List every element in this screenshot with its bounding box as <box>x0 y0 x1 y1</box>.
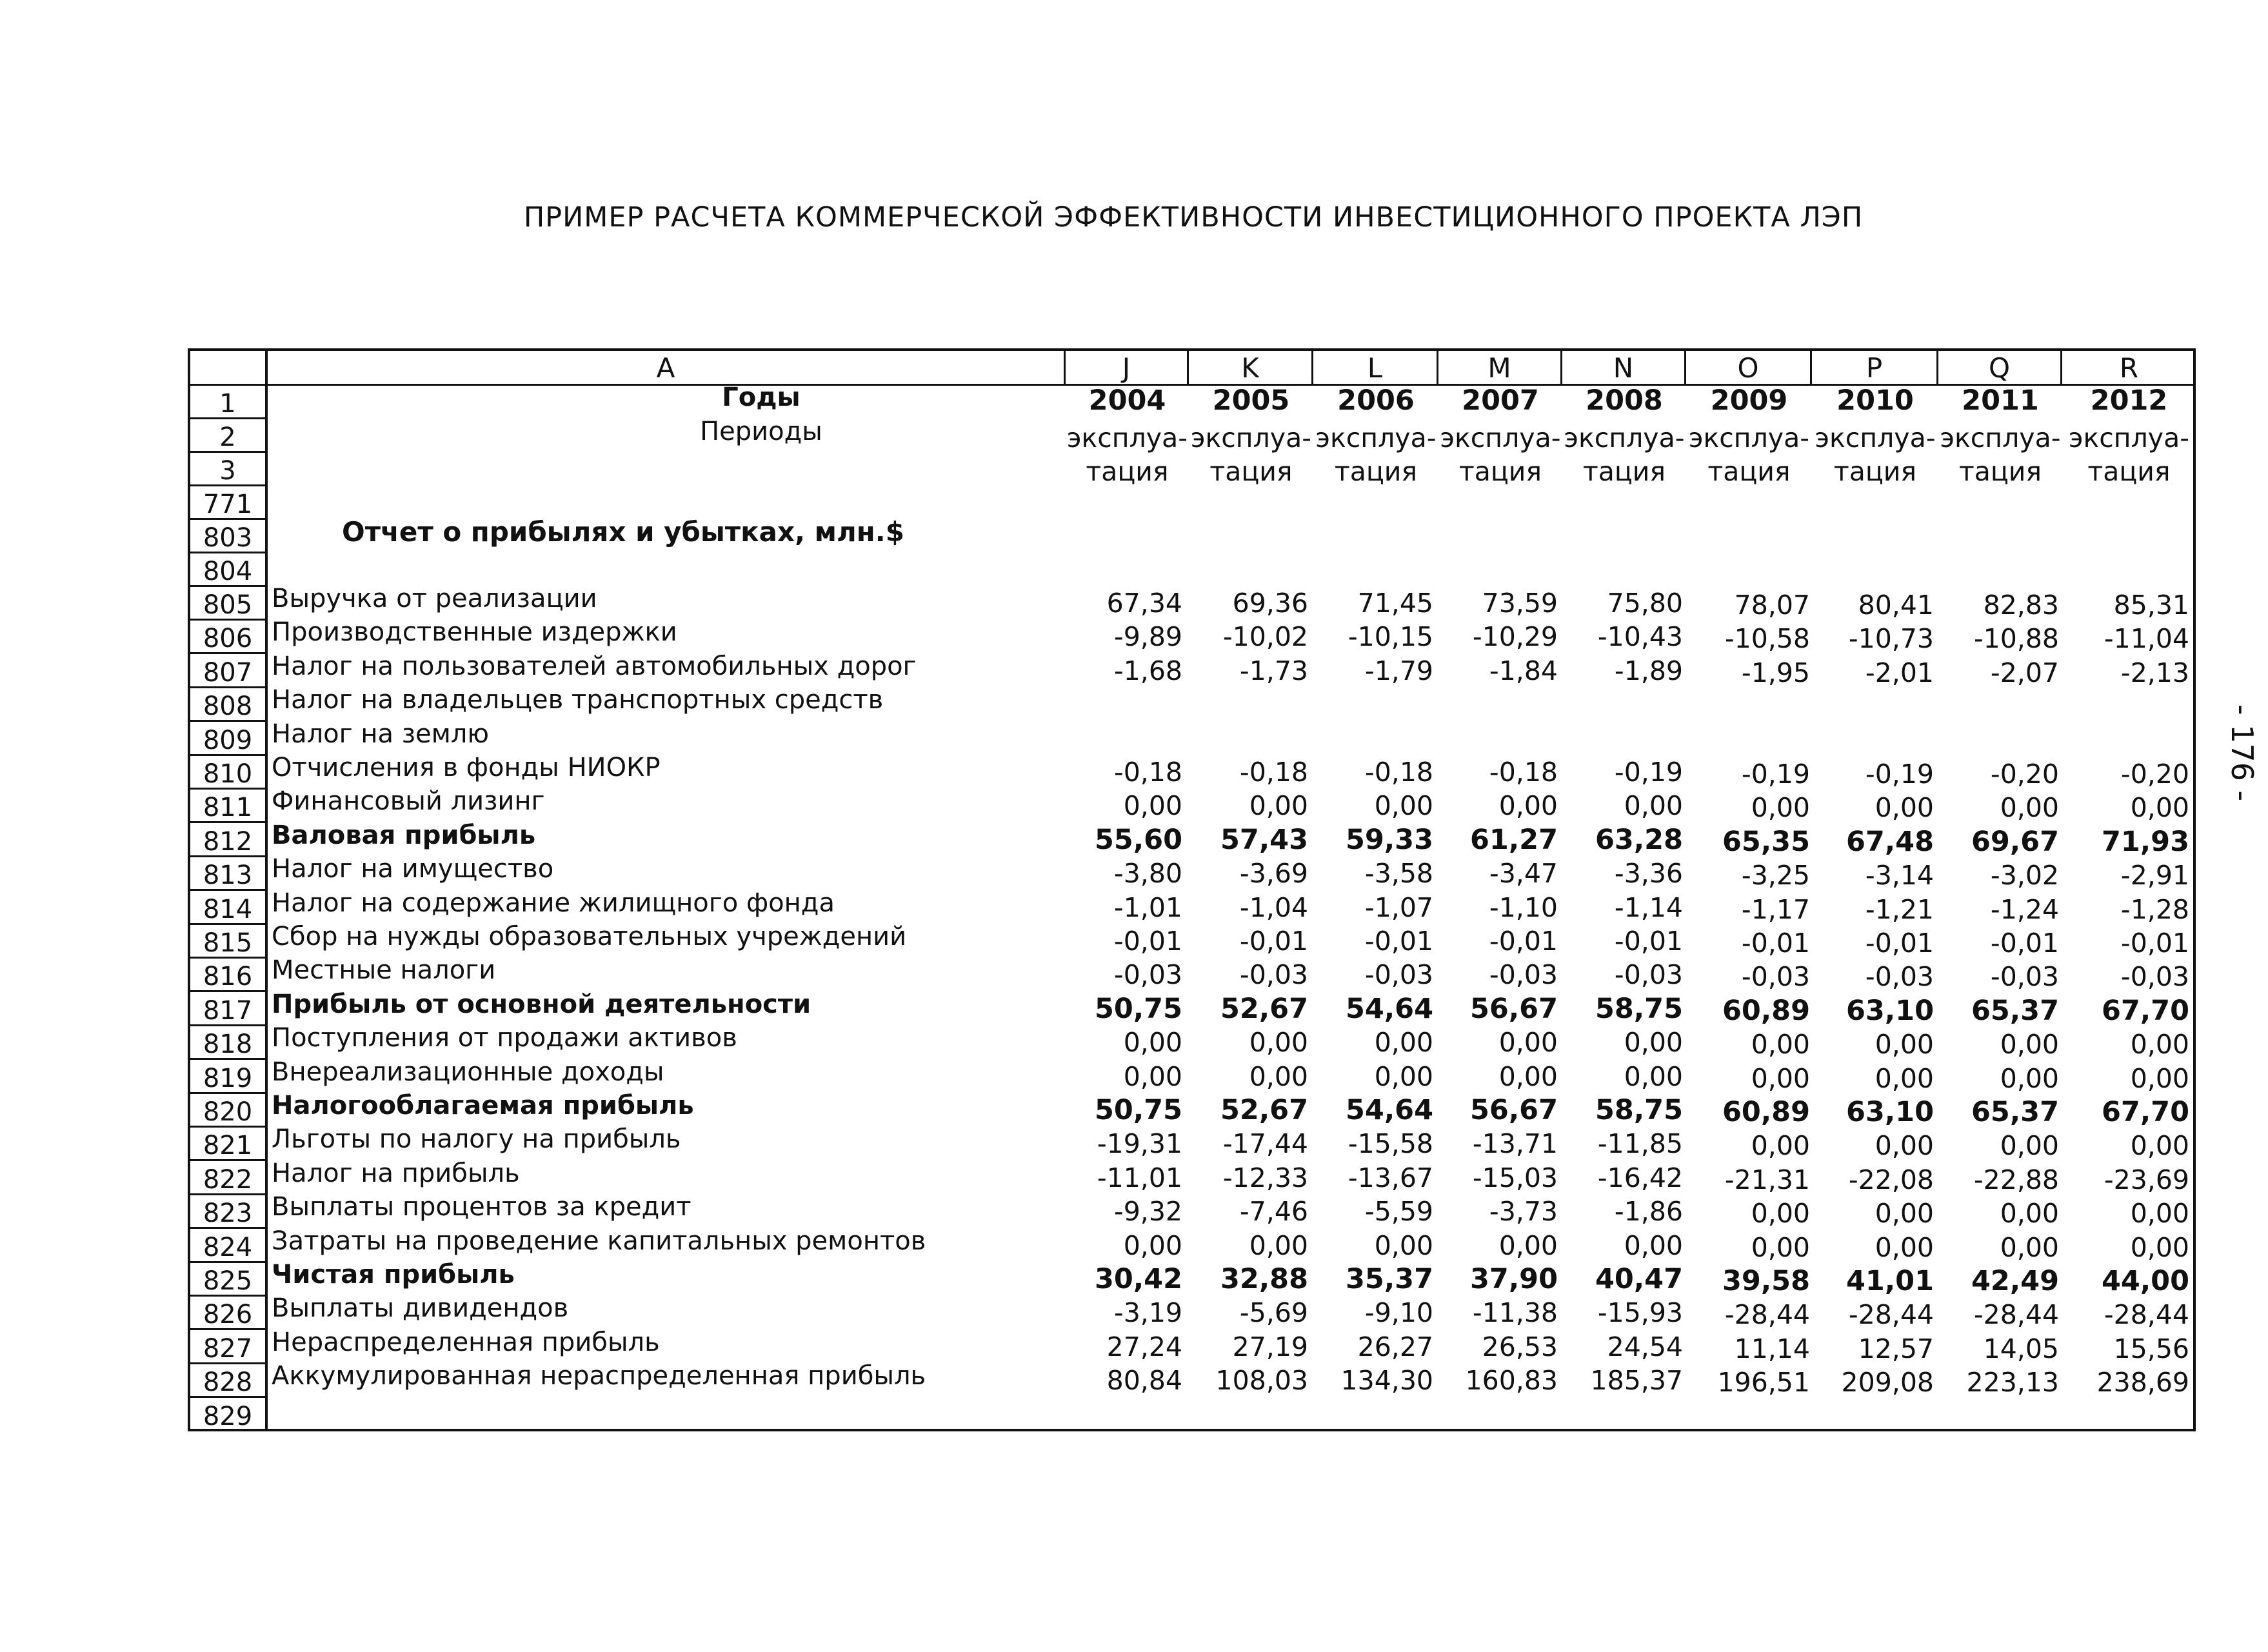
row-number: 2 <box>188 419 268 453</box>
year-cell: 2012 <box>2090 384 2168 417</box>
value-cell: -9,32 <box>1113 1196 1182 1228</box>
row-label: Финансовый лизинг <box>272 786 545 817</box>
value-cell: 0,00 <box>2000 1029 2059 1060</box>
row-number: 806 <box>188 621 268 654</box>
value-cell: -0,19 <box>1865 759 1934 790</box>
value-cell: 0,00 <box>1123 1027 1182 1059</box>
value-cell: 0,00 <box>2000 1198 2059 1229</box>
row-label: Налогооблагаемая прибыль <box>272 1091 694 1120</box>
value-cell: 0,00 <box>1249 790 1308 822</box>
period-line2: тация <box>1707 456 1791 487</box>
value-cell: 82,83 <box>1983 590 2059 621</box>
row-number: 829 <box>203 1401 253 1431</box>
value-cell: 0,00 <box>2130 1029 2189 1060</box>
value-cell: -0,03 <box>1364 959 1433 991</box>
year-cell: 2004 <box>1088 384 1166 417</box>
value-cell: -28,44 <box>1973 1299 2059 1331</box>
page-title: ПРИМЕР РАСЧЕТА КОММЕРЧЕСКОЙ ЭФФЕКТИВНОСТИ ИНВЕСТИЦИОННОГО ПРОЕКТА ЛЭП <box>523 201 1864 234</box>
row-number: 807 <box>188 655 268 688</box>
value-cell: 12,57 <box>1858 1333 1934 1364</box>
value-cell: -3,47 <box>1489 858 1558 890</box>
value-cell: -1,24 <box>1990 893 2059 925</box>
value-cell: 41,01 <box>1845 1265 1934 1297</box>
value-cell: -28,44 <box>1848 1299 1934 1331</box>
value-cell: -1,89 <box>1614 655 1683 686</box>
row-number: 824 <box>188 1229 268 1263</box>
value-cell: -1,17 <box>1741 893 1810 925</box>
value-cell: -5,69 <box>1239 1297 1308 1329</box>
value-cell: 69,67 <box>1971 825 2059 858</box>
value-cell: -3,69 <box>1239 858 1308 890</box>
value-cell: 30,42 <box>1094 1263 1182 1295</box>
row-label: Выплаты дивидендов <box>272 1293 569 1324</box>
row-number: 819 <box>188 1060 268 1094</box>
year-cell: 2005 <box>1212 384 1290 417</box>
value-cell: -0,19 <box>1741 759 1810 790</box>
period-line1: эксплуа- <box>2068 423 2189 453</box>
year-cell: 2007 <box>1462 384 1539 417</box>
value-cell: 0,00 <box>1751 1062 1810 1094</box>
value-cell: 0,00 <box>2000 1231 2059 1263</box>
value-cell: 71,93 <box>2101 825 2189 858</box>
row-number: 827 <box>188 1331 268 1364</box>
value-cell: 223,13 <box>1966 1367 2059 1398</box>
row-label: Поступления от продажи активов <box>272 1023 737 1053</box>
value-cell: -23,69 <box>2104 1164 2189 1195</box>
row-label: Налог на имущество <box>272 854 554 884</box>
value-cell: 35,37 <box>1345 1263 1433 1295</box>
row-number: 817 <box>188 993 268 1026</box>
value-cell: -1,01 <box>1113 891 1182 923</box>
value-cell: 24,54 <box>1607 1331 1683 1362</box>
value-cell: 75,80 <box>1607 588 1683 619</box>
value-cell: 69,36 <box>1232 588 1308 619</box>
value-cell: 56,67 <box>1469 1094 1558 1126</box>
year-cell: 2008 <box>1586 384 1663 417</box>
value-cell: 14,05 <box>1983 1333 2059 1364</box>
row-label: Льготы по налогу на прибыль <box>272 1124 681 1155</box>
row-number: 805 <box>188 587 268 621</box>
value-cell: -22,88 <box>1973 1164 2059 1195</box>
row-label: Налог на прибыль <box>272 1158 520 1188</box>
row-number: 823 <box>188 1195 268 1229</box>
value-cell: 50,75 <box>1094 1094 1182 1126</box>
value-cell: -3,58 <box>1364 858 1433 890</box>
period-line1: эксплуа- <box>1190 423 1311 453</box>
value-cell: -1,10 <box>1489 891 1558 923</box>
table-row <box>188 1398 2196 1432</box>
value-cell: -0,01 <box>1990 928 2059 959</box>
value-cell: 71,45 <box>1357 588 1433 619</box>
section-title: Отчет о прибылях и убытках, млн.$ <box>342 516 904 548</box>
value-cell: 0,00 <box>1374 790 1433 822</box>
value-cell: 67,70 <box>2101 994 2189 1027</box>
value-cell: 0,00 <box>1875 792 1934 824</box>
value-cell: -1,79 <box>1364 655 1433 686</box>
value-cell: 185,37 <box>1590 1365 1683 1397</box>
value-cell: -19,31 <box>1097 1128 1182 1160</box>
value-cell: -0,01 <box>1865 928 1934 959</box>
page-number: - 176 - <box>2225 704 2260 802</box>
year-cell: 2011 <box>1962 384 2039 417</box>
value-cell: 27,19 <box>1232 1331 1308 1362</box>
year-cell: 2009 <box>1710 384 1788 417</box>
period-line2: тация <box>2087 456 2171 487</box>
value-cell: -1,04 <box>1239 891 1308 923</box>
row-label: Аккумулированная нераспределенная прибыль <box>272 1361 926 1391</box>
value-cell: 39,58 <box>1722 1265 1810 1297</box>
row-label: Затраты на проведение капитальных ремонтов <box>272 1226 926 1256</box>
value-cell: 58,75 <box>1595 992 1683 1025</box>
value-cell: -0,03 <box>2120 961 2189 993</box>
value-cell: 0,00 <box>1875 1198 1934 1229</box>
value-cell: 26,27 <box>1357 1331 1433 1362</box>
column-header-a: A <box>268 351 1066 384</box>
row-number: 771 <box>188 486 268 520</box>
row-label: Местные налоги <box>272 955 496 986</box>
column-header-o: O <box>1686 351 1812 384</box>
value-cell: 0,00 <box>1123 1229 1182 1261</box>
value-cell: -10,88 <box>1973 623 2059 655</box>
periods-label: Периоды <box>700 417 822 446</box>
value-cell: -13,71 <box>1472 1128 1558 1160</box>
column-header-m: M <box>1438 351 1562 384</box>
row-number: 811 <box>188 790 268 823</box>
value-cell: -0,19 <box>1614 757 1683 788</box>
value-cell: -1,68 <box>1113 655 1182 686</box>
row-label: Валовая прибыль <box>272 820 536 850</box>
column-header-k: K <box>1189 351 1313 384</box>
row-label: Прибыль от основной деятельности <box>272 989 811 1019</box>
value-cell: 40,47 <box>1595 1263 1683 1295</box>
period-line2: тация <box>1582 456 1666 487</box>
value-cell: 0,00 <box>2130 1062 2189 1094</box>
value-cell: 80,41 <box>1858 590 1934 621</box>
row-label: Налог на владельцев транспортных средств <box>272 685 884 715</box>
value-cell: -7,46 <box>1239 1196 1308 1228</box>
period-line2: тация <box>1458 456 1542 487</box>
column-header-n: N <box>1562 351 1686 384</box>
value-cell: -16,42 <box>1597 1162 1683 1193</box>
value-cell: 59,33 <box>1345 823 1433 856</box>
value-cell: -9,10 <box>1364 1297 1433 1329</box>
value-cell: -13,67 <box>1348 1162 1433 1193</box>
value-cell: -10,15 <box>1348 621 1433 653</box>
value-cell: -1,84 <box>1489 655 1558 686</box>
row-label: Производственные издержки <box>272 617 677 648</box>
value-cell: -0,01 <box>1741 928 1810 959</box>
value-cell: -11,38 <box>1472 1297 1558 1329</box>
row-number: 809 <box>188 722 268 756</box>
value-cell: -0,01 <box>1239 926 1308 957</box>
value-cell: 60,89 <box>1722 994 1810 1027</box>
value-cell: 65,37 <box>1971 994 2059 1027</box>
row-label: Налог на пользователей автомобильных дорог <box>272 651 917 681</box>
value-cell: 0,00 <box>1249 1229 1308 1261</box>
header-row <box>188 486 2196 520</box>
value-cell: 44,00 <box>2101 1265 2189 1297</box>
value-cell: -22,08 <box>1848 1164 1934 1195</box>
value-cell: -1,21 <box>1865 893 1934 925</box>
value-cell: -3,14 <box>1865 860 1934 891</box>
value-cell: 58,75 <box>1595 1094 1683 1126</box>
column-header-p: P <box>1812 351 1938 384</box>
value-cell: -17,44 <box>1222 1128 1308 1160</box>
years-label: Годы <box>722 383 801 412</box>
row-label: Налог на содержание жилищного фонда <box>272 888 835 918</box>
value-cell: 54,64 <box>1345 1094 1433 1126</box>
period-line2: тация <box>1209 456 1293 487</box>
value-cell: 60,89 <box>1722 1096 1810 1128</box>
value-cell: 63,10 <box>1845 1096 1934 1128</box>
value-cell: -0,20 <box>1990 759 2059 790</box>
period-line1: эксплуа- <box>1440 423 1561 453</box>
value-cell: -0,03 <box>1990 961 2059 993</box>
value-cell: -10,58 <box>1724 623 1810 655</box>
value-cell: 0,00 <box>1875 1130 1934 1162</box>
value-cell: 0,00 <box>1249 1060 1308 1092</box>
value-cell: 0,00 <box>2000 1062 2059 1094</box>
row-number: 804 <box>188 553 268 587</box>
value-cell: -10,43 <box>1597 621 1683 653</box>
row-number: 818 <box>188 1026 268 1060</box>
value-cell: -0,20 <box>2120 759 2189 790</box>
value-cell: -11,85 <box>1597 1128 1683 1160</box>
value-cell: -0,18 <box>1113 757 1182 788</box>
value-cell: -0,18 <box>1489 757 1558 788</box>
value-cell: 0,00 <box>1123 790 1182 822</box>
value-cell: 65,35 <box>1722 825 1810 858</box>
value-cell: 0,00 <box>1123 1060 1182 1092</box>
row-label: Отчисления в фонды НИОКР <box>272 753 661 782</box>
value-cell: 63,28 <box>1595 823 1683 856</box>
row-number: 812 <box>188 824 268 857</box>
value-cell: 0,00 <box>1751 1231 1810 1263</box>
value-cell: 0,00 <box>2000 792 2059 824</box>
value-cell: 0,00 <box>1624 790 1683 822</box>
row-label: Выручка от реализации <box>272 584 597 613</box>
value-cell: 0,00 <box>1374 1229 1433 1261</box>
value-cell: -0,01 <box>1364 926 1433 957</box>
period-line1: эксплуа- <box>1940 423 2061 453</box>
value-cell: 52,67 <box>1220 992 1308 1025</box>
period-line2: тация <box>1086 456 1169 487</box>
value-cell: 0,00 <box>2130 1231 2189 1263</box>
value-cell: -3,80 <box>1113 858 1182 890</box>
row-number: 816 <box>188 959 268 992</box>
row-number: 822 <box>188 1162 268 1195</box>
value-cell: -10,02 <box>1222 621 1308 653</box>
value-cell: 52,67 <box>1220 1094 1308 1126</box>
value-cell: -21,31 <box>1724 1164 1810 1195</box>
value-cell: -2,91 <box>2120 860 2189 891</box>
value-cell: -15,58 <box>1348 1128 1433 1160</box>
value-cell: -11,01 <box>1097 1162 1182 1193</box>
value-cell: 56,67 <box>1469 992 1558 1025</box>
value-cell: 61,27 <box>1469 823 1558 856</box>
row-label: Чистая прибыль <box>272 1260 515 1289</box>
value-cell: 196,51 <box>1717 1367 1810 1398</box>
value-cell: -1,14 <box>1614 891 1683 923</box>
column-header-j: J <box>1066 351 1189 384</box>
value-cell: 0,00 <box>1751 1130 1810 1162</box>
value-cell: 67,70 <box>2101 1096 2189 1128</box>
value-cell: 54,64 <box>1345 992 1433 1025</box>
value-cell: 65,37 <box>1971 1096 2059 1128</box>
value-cell: 0,00 <box>2130 1130 2189 1162</box>
value-cell: -0,03 <box>1741 961 1810 993</box>
value-cell: -3,02 <box>1990 860 2059 891</box>
value-cell: -28,44 <box>2104 1299 2189 1331</box>
value-cell: 0,00 <box>1498 1027 1558 1059</box>
row-label: Налог на землю <box>272 719 490 749</box>
value-cell: -3,73 <box>1489 1196 1558 1228</box>
value-cell: -1,95 <box>1741 657 1810 688</box>
value-cell: 11,14 <box>1734 1333 1810 1364</box>
row-label: Выплаты процентов за кредит <box>272 1192 691 1222</box>
row-label: Внереализационные доходы <box>272 1057 664 1087</box>
value-cell: 67,48 <box>1845 825 1934 858</box>
period-line2: тация <box>1334 456 1418 487</box>
value-cell: -2,13 <box>2120 657 2189 688</box>
row-number: 803 <box>188 520 268 553</box>
row-label: Сбор на нужды образовательных учреждений <box>272 922 907 951</box>
value-cell: -12,33 <box>1222 1162 1308 1193</box>
period-line1: эксплуа- <box>1066 423 1188 453</box>
period-line2: тация <box>1833 456 1917 487</box>
value-cell: 0,00 <box>1624 1027 1683 1059</box>
value-cell: -0,03 <box>1239 959 1308 991</box>
value-cell: 0,00 <box>1498 1229 1558 1261</box>
value-cell: 73,59 <box>1482 588 1558 619</box>
row-number: 1 <box>188 386 268 419</box>
value-cell: -3,36 <box>1614 858 1683 890</box>
value-cell: -15,93 <box>1597 1297 1683 1329</box>
period-line1: эксплуа- <box>1315 423 1437 453</box>
value-cell: 238,69 <box>2096 1367 2189 1398</box>
row-number: 821 <box>188 1128 268 1161</box>
value-cell: 57,43 <box>1220 823 1308 856</box>
value-cell: 0,00 <box>1751 1029 1810 1060</box>
value-cell: -1,07 <box>1364 891 1433 923</box>
row-number: 814 <box>188 891 268 925</box>
value-cell: 108,03 <box>1215 1365 1308 1397</box>
value-cell: 78,07 <box>1734 590 1810 621</box>
value-cell: -11,04 <box>2104 623 2189 655</box>
value-cell: 0,00 <box>1249 1027 1308 1059</box>
row-number: 808 <box>188 688 268 722</box>
column-header-q: Q <box>1938 351 2062 384</box>
row-number: 828 <box>188 1364 268 1398</box>
value-cell: 0,00 <box>1875 1062 1934 1094</box>
value-cell: -0,01 <box>1614 926 1683 957</box>
value-cell: 160,83 <box>1465 1365 1558 1397</box>
value-cell: -0,18 <box>1239 757 1308 788</box>
value-cell: -0,03 <box>1865 961 1934 993</box>
value-cell: 67,34 <box>1106 588 1182 619</box>
value-cell: 50,75 <box>1094 992 1182 1025</box>
value-cell: -0,01 <box>1113 926 1182 957</box>
value-cell: 63,10 <box>1845 994 1934 1027</box>
value-cell: 0,00 <box>1498 790 1558 822</box>
value-cell: -9,89 <box>1113 621 1182 653</box>
year-cell: 2006 <box>1337 384 1415 417</box>
value-cell: 15,56 <box>2113 1333 2189 1364</box>
row-number: 820 <box>188 1094 268 1128</box>
period-line2: тация <box>1958 456 2042 487</box>
value-cell: 26,53 <box>1482 1331 1558 1362</box>
value-cell: 32,88 <box>1220 1263 1308 1295</box>
value-cell: 0,00 <box>1624 1229 1683 1261</box>
value-cell: -1,73 <box>1239 655 1308 686</box>
column-header-l: L <box>1313 351 1438 384</box>
value-cell: 37,90 <box>1469 1263 1558 1295</box>
value-cell: 0,00 <box>1374 1027 1433 1059</box>
value-cell: 209,08 <box>1841 1367 1934 1398</box>
value-cell: 0,00 <box>1751 792 1810 824</box>
value-cell: -5,59 <box>1364 1196 1433 1228</box>
value-cell: -1,28 <box>2120 893 2189 925</box>
column-header-r: R <box>2119 352 2139 384</box>
value-cell: 134,30 <box>1340 1365 1433 1397</box>
value-cell: 0,00 <box>1374 1060 1433 1092</box>
value-cell: -0,03 <box>1489 959 1558 991</box>
row-number: 815 <box>188 925 268 959</box>
value-cell: 55,60 <box>1094 823 1182 856</box>
value-cell: 0,00 <box>2130 792 2189 824</box>
value-cell: 0,00 <box>1875 1231 1934 1263</box>
value-cell: 0,00 <box>1624 1060 1683 1092</box>
value-cell: 0,00 <box>2000 1130 2059 1162</box>
value-cell: -2,07 <box>1990 657 2059 688</box>
row-number: 826 <box>188 1297 268 1330</box>
value-cell: -0,03 <box>1113 959 1182 991</box>
value-cell: -10,73 <box>1848 623 1934 655</box>
value-cell: 27,24 <box>1106 1331 1182 1362</box>
value-cell: -0,03 <box>1614 959 1683 991</box>
value-cell: 0,00 <box>2130 1198 2189 1229</box>
value-cell: -3,25 <box>1741 860 1810 891</box>
value-cell: -28,44 <box>1724 1299 1810 1331</box>
row-label: Нераспределенная прибыль <box>272 1327 660 1357</box>
value-cell: 0,00 <box>1751 1198 1810 1229</box>
year-cell: 2010 <box>1836 384 1914 417</box>
period-line1: эксплуа- <box>1815 423 1936 453</box>
row-number: 810 <box>188 756 268 790</box>
row-number: 813 <box>188 857 268 891</box>
value-cell: -0,18 <box>1364 757 1433 788</box>
row-number: 3 <box>188 453 268 486</box>
value-cell: -3,19 <box>1113 1297 1182 1329</box>
value-cell: -0,01 <box>1489 926 1558 957</box>
period-line1: эксплуа- <box>1564 423 1685 453</box>
value-cell: -2,01 <box>1865 657 1934 688</box>
value-cell: 42,49 <box>1971 1265 2059 1297</box>
value-cell: -0,01 <box>2120 928 2189 959</box>
period-line1: эксплуа- <box>1688 423 1809 453</box>
value-cell: -1,86 <box>1614 1196 1683 1228</box>
value-cell: 85,31 <box>2113 590 2189 621</box>
row-number: 825 <box>188 1263 268 1297</box>
value-cell: 0,00 <box>1875 1029 1934 1060</box>
value-cell: 80,84 <box>1106 1365 1182 1397</box>
value-cell: -15,03 <box>1472 1162 1558 1193</box>
value-cell: 0,00 <box>1498 1060 1558 1092</box>
value-cell: -10,29 <box>1472 621 1558 653</box>
